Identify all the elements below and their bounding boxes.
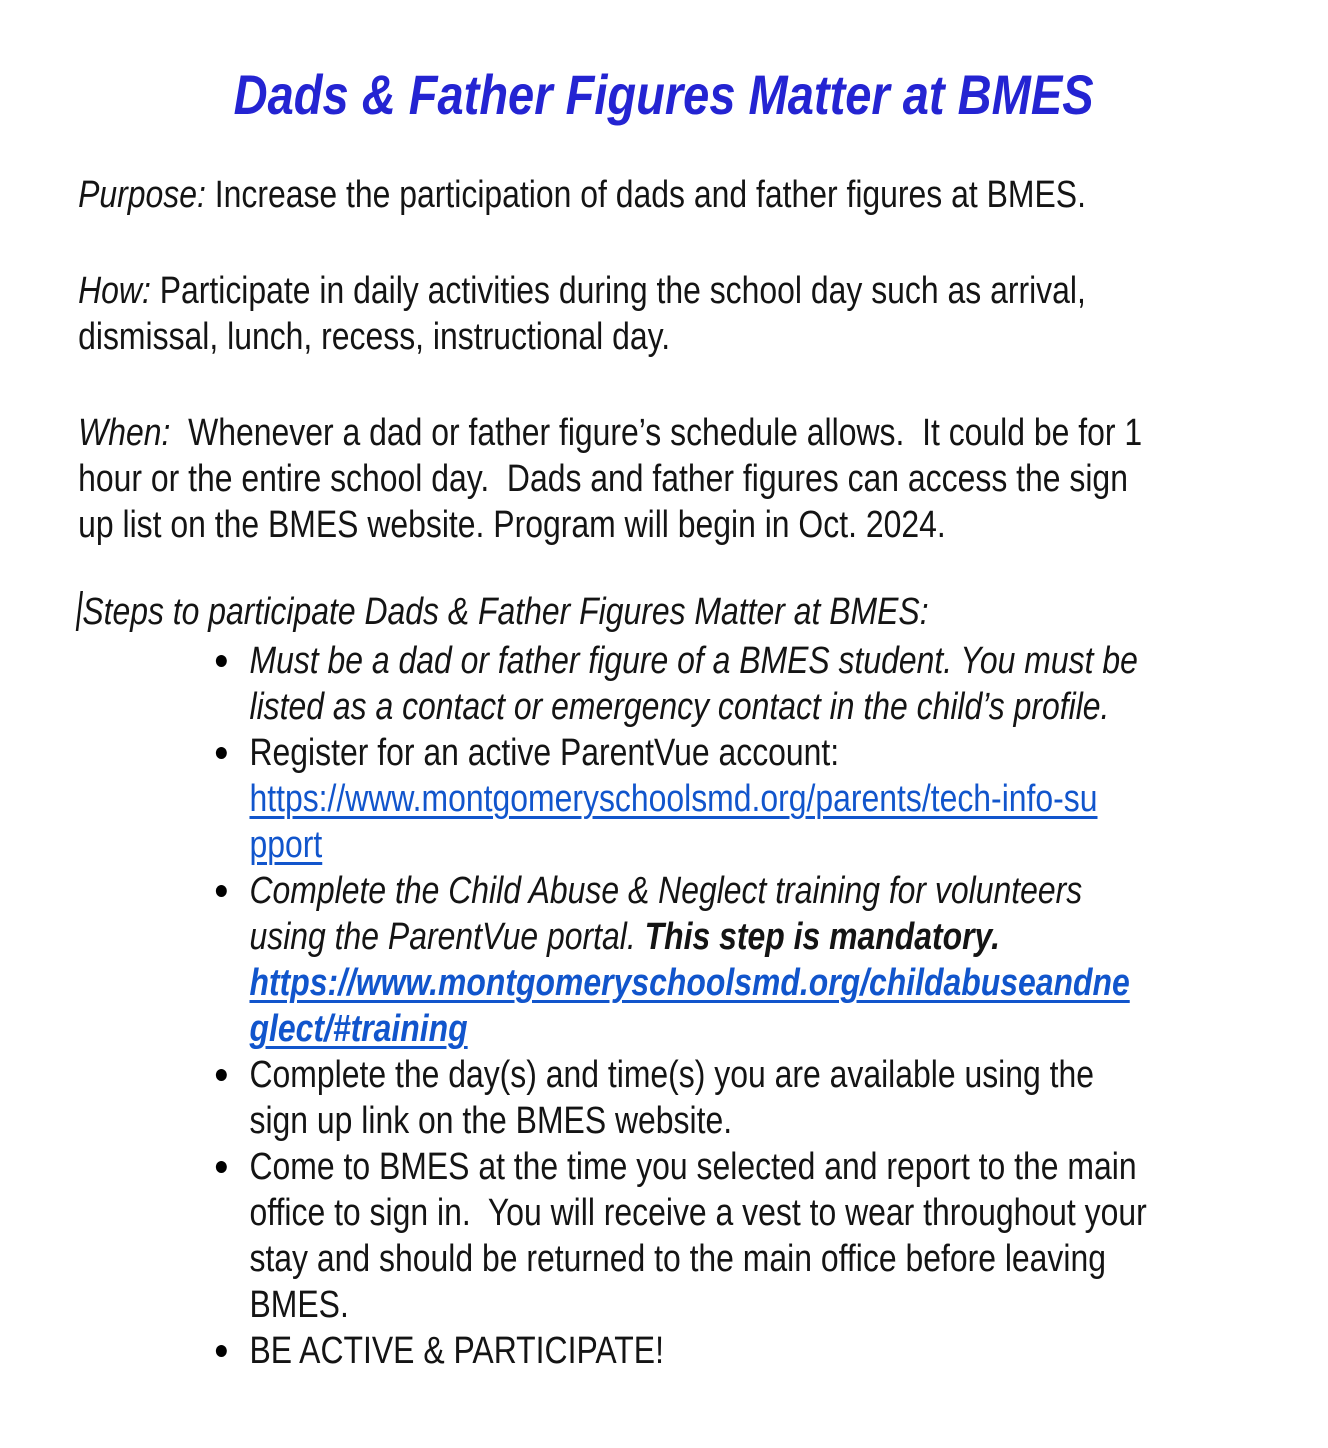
eligibility-line-2: listed as a contact or emergency contact in the child’s profile. [249, 686, 1110, 728]
availability-line-2: sign up link on the BMES website. [249, 1100, 733, 1142]
bullet-icon [216, 1345, 227, 1357]
when-line-3: up list on the BMES website. Program will begin in Oct. 2024. [78, 504, 946, 546]
bullet-item-be-active [0, 1328, 1327, 1374]
checkin-line-1: Come to BMES at the time you selected and report to the main [249, 1146, 1137, 1188]
register-link-row-1 [249, 776, 1327, 822]
training-link-row-2 [249, 1006, 1327, 1052]
paragraph-how [0, 268, 1327, 360]
bullet-item-availability [0, 1052, 1327, 1144]
how-label: How: [78, 270, 151, 312]
bullet-icon [216, 1161, 227, 1173]
child-abuse-training-link-line-2[interactable]: glect/#training [249, 1008, 468, 1050]
parentvue-support-link-line-2[interactable]: pport [249, 824, 323, 866]
bullet-icon [216, 885, 227, 897]
be-active-line-1: BE ACTIVE & PARTICIPATE! [249, 1330, 664, 1372]
child-abuse-training-link-line-1[interactable]: https://www.montgomeryschoolsmd.org/childabuseandne [249, 962, 1130, 1004]
eligibility-line-1: Must be a dad or father figure of a BMES student. You must be [249, 640, 1138, 682]
purpose-line [78, 172, 1327, 218]
steps-heading-line [78, 589, 1327, 635]
bullet-icon [216, 747, 227, 759]
document-content [0, 50, 1327, 1374]
training-line-2-text: using the ParentVue portal. [249, 916, 645, 958]
bullet-item-eligibility [0, 638, 1327, 730]
how-line-2: dismissal, lunch, recess, instructional day. [78, 316, 671, 358]
training-line-2 [249, 914, 1327, 960]
training-link-row-1 [249, 960, 1327, 1006]
bullet-item-training [0, 868, 1327, 1052]
availability-line-1: Complete the day(s) and time(s) you are available using the [249, 1054, 1095, 1096]
when-label: When: [78, 412, 171, 454]
checkin-line-4: BMES. [249, 1284, 349, 1326]
training-line-1: Complete the Child Abuse & Neglect training for volunteers [249, 870, 1083, 912]
when-line-2: hour or the entire school day. Dads and father figures can access the sign [78, 458, 1128, 500]
when-text-1: Whenever a dad or father figure’s schedule allows. It could be for 1 [170, 412, 1143, 454]
checkin-line-2: office to sign in. You will receive a vest to wear throughout your [249, 1192, 1147, 1234]
bullet-item-checkin [0, 1144, 1327, 1328]
paragraph-steps-heading [0, 589, 1327, 635]
purpose-label: Purpose: [78, 174, 206, 216]
register-line-1: Register for an active ParentVue account: [249, 732, 840, 774]
paragraph-purpose [0, 172, 1327, 218]
register-link-row-2 [249, 822, 1327, 868]
training-mandatory-text: This step is mandatory. [644, 916, 1000, 958]
paragraph-when [0, 410, 1327, 548]
bullet-item-register [0, 730, 1327, 868]
purpose-text: Increase the participation of dads and father figures at BMES. [205, 174, 1086, 216]
checkin-line-3: stay and should be returned to the main office before leaving [249, 1238, 1106, 1280]
bullet-icon [216, 655, 227, 667]
how-text-1: Participate in daily activities during the school day such as arrival, [150, 270, 1086, 312]
bullet-icon [216, 1069, 227, 1081]
when-line-1 [78, 410, 1327, 456]
steps-heading-text: Steps to participate Dads & Father Figures Matter at BMES: [82, 591, 929, 633]
bullet-list [0, 638, 1327, 1374]
how-line-1 [78, 268, 1327, 314]
parentvue-support-link-line-1[interactable]: https://www.montgomeryschoolsmd.org/parents/tech-info-su [249, 778, 1098, 820]
document-title: Dads & Father Figures Matter at BMES [233, 63, 1094, 126]
